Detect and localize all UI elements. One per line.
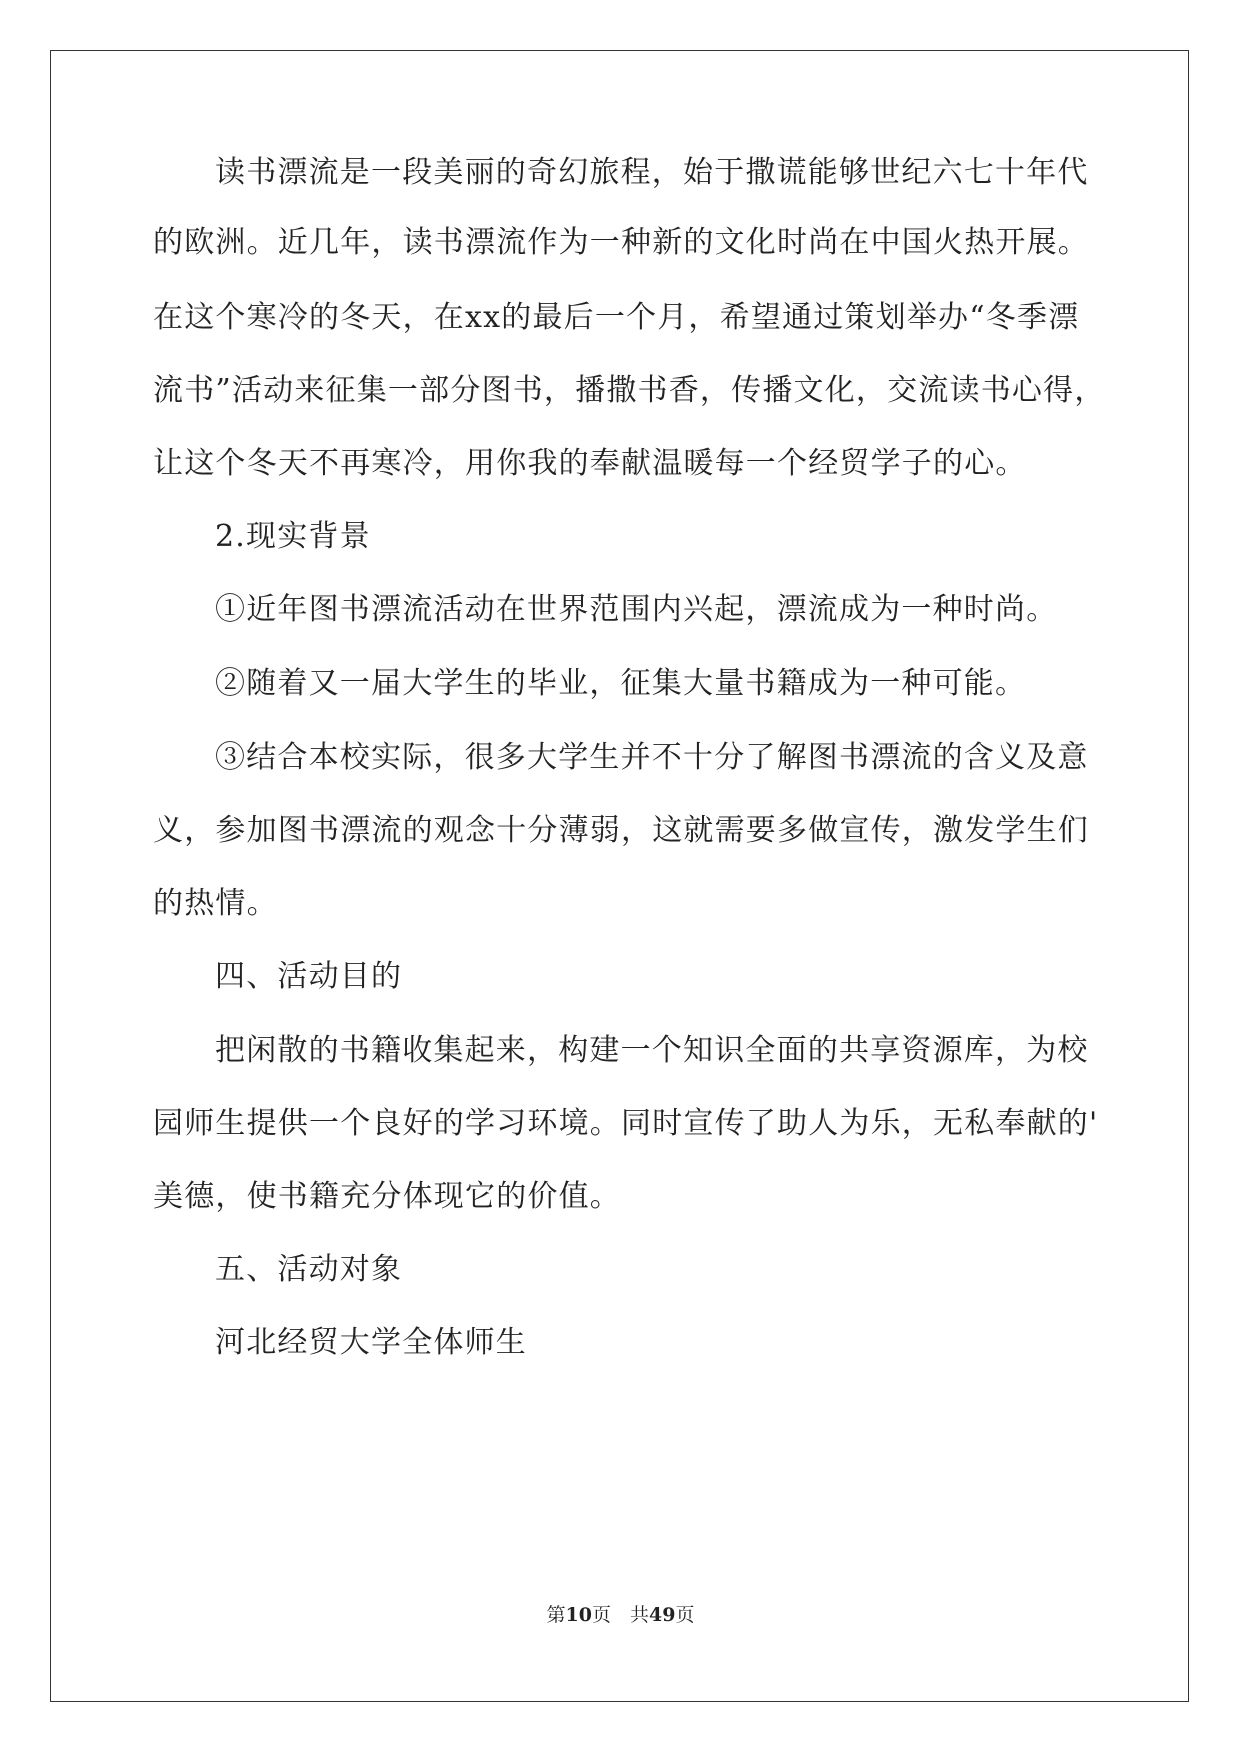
paragraph-line: 在这个寒冷的冬天，在xx的最后一个月，希望通过策划举办“冬季漂 [153, 300, 1080, 335]
paragraph-line: ①近年图书漂流活动在世界范围内兴起，漂流成为一种时尚。 [215, 592, 1058, 627]
section-heading: 五、活动对象 [215, 1252, 403, 1287]
paragraph-line: 园师生提供一个良好的学习环境。同时宣传了助人为乐，无私奉献的' [153, 1106, 1099, 1141]
page-footer [0, 1603, 1241, 1627]
paragraph-line: 流书”活动来征集一部分图书，播撒书香，传播文化，交流读书心得， [153, 373, 1106, 408]
paragraph-line: ②随着又一届大学生的毕业，征集大量书籍成为一种可能。 [215, 666, 1027, 701]
paragraph-line: 河北经贸大学全体师生 [215, 1325, 527, 1360]
paragraph-line: 把闲散的书籍收集起来，构建一个知识全面的共享资源库，为校 [215, 1033, 1089, 1068]
section-heading: 2.现实背景 [215, 519, 371, 554]
paragraph-line: ③结合本校实际，很多大学生并不十分了解图书漂流的含义及意 [215, 740, 1089, 775]
footer-suffix: 页 [675, 1604, 695, 1626]
footer-prefix: 第 [546, 1604, 566, 1626]
paragraph-line: 读书漂流是一段美丽的奇幻旅程，始于撒谎能够世纪六七十年代 [215, 155, 1089, 190]
current-page-number: 10 [565, 1604, 592, 1626]
paragraph-line: 的热情。 [153, 886, 278, 921]
paragraph-line: 义，参加图书漂流的观念十分薄弱，这就需要多做宣传，激发学生们 [153, 813, 1089, 848]
paragraph-line: 的欧洲。近几年，读书漂流作为一种新的文化时尚在中国火热开展。 [153, 225, 1089, 260]
footer-middle: 页 共 [591, 1604, 649, 1626]
paragraph-line: 美德，使书籍充分体现它的价值。 [153, 1179, 621, 1214]
paragraph-line: 让这个冬天不再寒冷，用你我的奉献温暖每一个经贸学子的心。 [153, 446, 1027, 481]
section-heading: 四、活动目的 [215, 959, 403, 994]
total-page-count: 49 [649, 1604, 676, 1626]
